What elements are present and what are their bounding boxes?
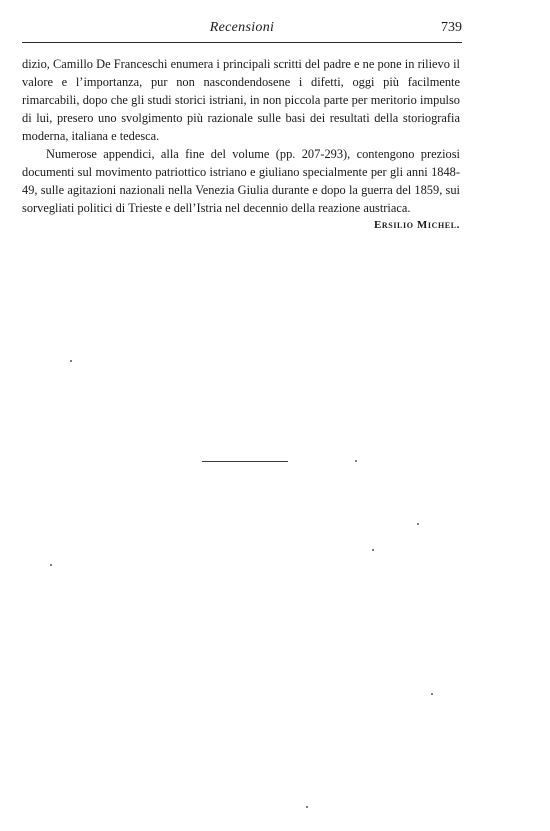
- print-speck: [372, 549, 374, 551]
- header-rule: [22, 42, 462, 43]
- print-speck: [70, 360, 72, 362]
- print-speck: [50, 564, 52, 566]
- running-title: Recensioni: [209, 20, 275, 35]
- running-head: [22, 20, 462, 42]
- print-speck: [355, 460, 357, 462]
- page-number: 739: [441, 20, 462, 35]
- paragraph-1: dizio, Camillo De Franceschi enumera i principali scritti del padre e ne pone in rilievo il valore e l’importanza, pur non nascondendosene i difetti, oggi più facilmente rimarcabili, dopo che gli studi storici istriani, in non piccola parte per meritorio impulso di lui, presero uno svolgimento più razionale sulle basi dei resultati della storiografia moderna, italiana e tedesca.: [22, 57, 460, 143]
- print-speck: [431, 693, 433, 695]
- section-separator-rule: [202, 461, 288, 462]
- print-speck: [417, 523, 419, 525]
- author-signature: Ersilio Michel.: [373, 219, 460, 231]
- print-speck: [306, 806, 308, 808]
- paragraph-2: Numerose appendici, alla fine del volume (pp. 207-293), contengono preziosi documenti sul movimento patriottico istriano e giuliano specialmente per gli anni 1848-49, sulle agitazioni nazionali nella Venezia Giulia durante e dopo la guerra del 1859, sui sorvegliati politici di Trieste e dell’Istria nel decennio della reazione austriaca.: [22, 147, 460, 215]
- body-text: [22, 55, 460, 217]
